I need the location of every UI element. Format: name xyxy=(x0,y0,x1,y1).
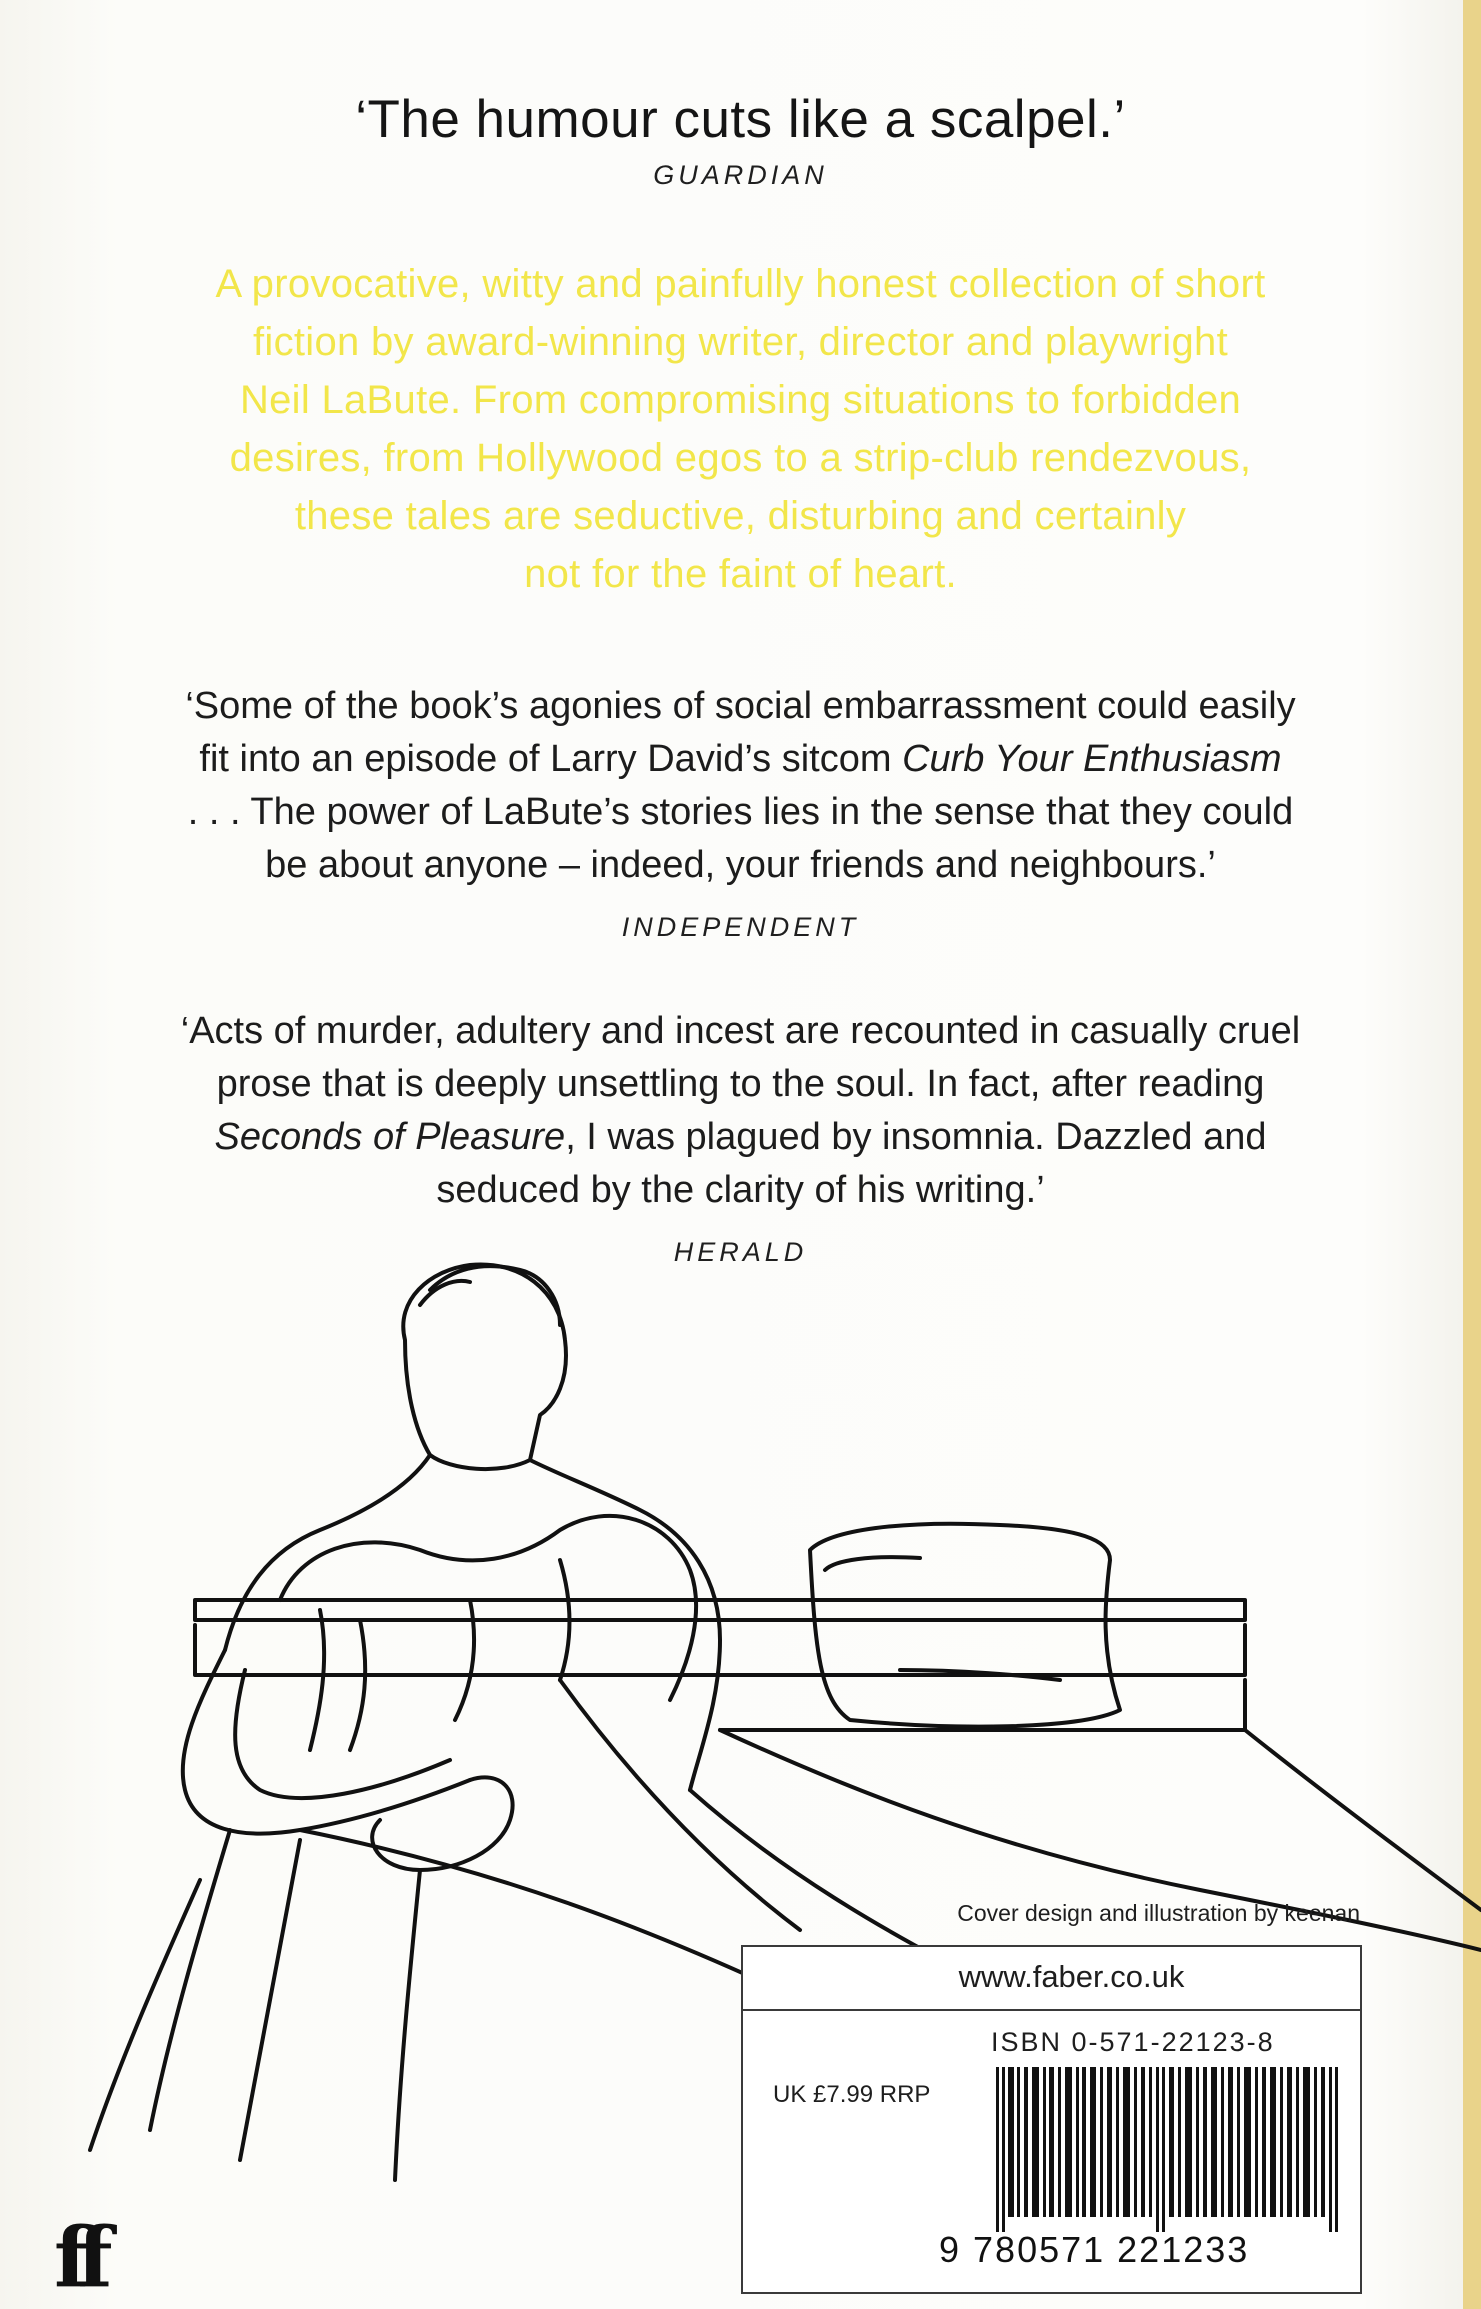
blurb-line: desires, from Hollywood egos to a strip-club rendezvous, xyxy=(229,436,1252,480)
faber-logo: ff xyxy=(54,2210,101,2306)
barcode-number: 9 780571 221233 xyxy=(939,2229,1250,2270)
publisher-url-row xyxy=(743,1947,1360,2011)
quote-line: ‘Some of the book’s agonies of social embarrassment could easily xyxy=(185,685,1296,727)
blurb-line: Neil LaBute. From compromising situations to forbidden xyxy=(239,378,1242,422)
quote-line: be about anyone – indeed, your friends and neighbours.’ xyxy=(265,844,1216,886)
quote-text: fit into an episode of Larry David’s sitcom xyxy=(199,738,903,780)
quote-line xyxy=(0,733,1481,786)
quote-text: , I was plagued by insomnia. Dazzled and xyxy=(565,1116,1267,1158)
quote-line: . . . The power of LaBute’s stories lies in the sense that they could xyxy=(187,791,1294,833)
book-blurb xyxy=(0,255,1481,603)
independent-quote xyxy=(0,680,1481,892)
herald-quote xyxy=(0,1005,1481,1217)
cover-credit: Cover design and illustration by keenan xyxy=(957,1900,1360,1926)
barcode-icon xyxy=(996,2067,1341,2232)
barcode-panel xyxy=(741,1945,1362,2294)
book-title: Seconds of Pleasure xyxy=(214,1116,566,1158)
blurb-line: these tales are seductive, disturbing and certainly xyxy=(294,494,1187,538)
publisher-url: www.faber.co.uk xyxy=(958,1959,1185,1994)
blurb-line: A provocative, witty and painfully honest collection of short xyxy=(215,262,1266,306)
blurb-line: not for the faint of heart. xyxy=(524,552,957,596)
quote-line: seduced by the clarity of his writing.’ xyxy=(436,1169,1045,1211)
independent-quote-source: INDEPENDENT xyxy=(621,912,860,942)
quote-line xyxy=(0,1111,1481,1164)
tv-show-title: Curb Your Enthusiasm xyxy=(902,738,1282,780)
quote-line: ‘Acts of murder, adultery and incest are recounted in casually cruel xyxy=(180,1010,1301,1052)
herald-quote-source: HERALD xyxy=(673,1237,808,1267)
lead-quote-source: GUARDIAN xyxy=(653,160,828,190)
isbn-number: ISBN 0-571-22123-8 xyxy=(991,2027,1275,2057)
price-label: UK £7.99 RRP xyxy=(773,2081,931,2108)
lead-quote: ‘The humour cuts like a scalpel.’ xyxy=(355,90,1126,149)
blurb-line: fiction by award-winning writer, director and playwright xyxy=(252,320,1228,364)
quote-line: prose that is deeply unsettling to the soul. In fact, after reading xyxy=(216,1063,1265,1105)
